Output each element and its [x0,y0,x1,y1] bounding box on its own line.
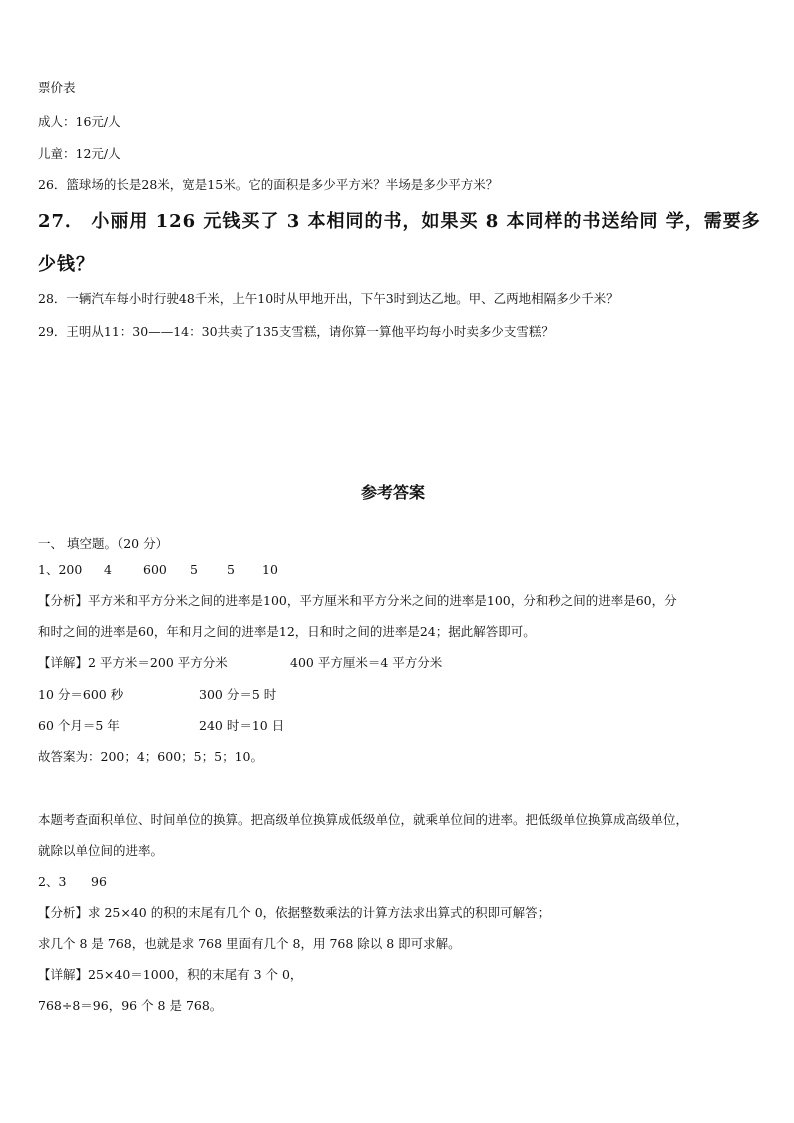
answer-1-analysis-line1: 【分析】平方米和平方分米之间的进率是100，平方厘米和平方分米之间的进率是100，分和秒之间的进率是60，分 [38,593,677,608]
answer-1-values [38,561,278,579]
child-price: 儿童：12元/人 [38,146,121,161]
answer-1-detail-3b: 240 时＝10 日 [199,718,285,733]
answer-1-detail-2a: 10 分＝600 秒 [38,687,124,702]
answer-1-detail-1a: 【详解】2 平方米＝200 平方分米 [38,655,228,670]
question-28: 28．一辆汽车每小时行驶48千米，上午10时从甲地开出，下午3时到达乙地。甲、乙两地相隔多少千米？ [38,291,619,306]
answer-1-value: 4 [104,562,112,577]
question-27-line1: 27． 小丽用 126 元钱买了 3 本相同的书，如果买 8 本同样的书送给同 学，需要多 [38,211,761,232]
answer-2-detail-line1: 【详解】25×40＝1000，积的末尾有 3 个 0， [38,967,303,982]
answer-1-detail-1b: 400 平方厘米＝4 平方分米 [290,655,443,670]
answer-2-analysis-line1: 【分析】求 25×40 的积的末尾有几个 0，依据整数乘法的计算方法求出算式的积即可解答； [38,905,551,920]
answer-1-value: 5 [190,562,198,577]
question-29: 29．王明从11：30——14：30共卖了135支雪糕，请你算一算他平均每小时卖多少支雪糕？ [38,324,554,339]
question-26: 26．篮球场的长是28米，宽是15米。它的面积是多少平方米？半场是多少平方米？ [38,177,499,192]
answer-2-values [38,873,107,891]
answer-1-analysis-line2: 和时之间的进率是60，年和月之间的进率是12，日和时之间的进率是24；据此解答即可。 [38,624,536,639]
answer-1-detail-2b: 300 分＝5 时 [199,687,277,702]
answer-1-value: 600 [143,562,167,577]
answer-1-value: 5 [227,562,235,577]
answer-1-detail-3a: 60 个月＝5 年 [38,718,120,733]
answer-2-detail-line2: 768÷8＝96，96 个 8 是 768。 [38,998,223,1013]
answers-title: 参考答案 [361,483,426,502]
answer-2-analysis-line2: 求几个 8 是 768，也就是求 768 里面有几个 8，用 768 除以 8 即可求解。 [38,936,461,951]
answer-2-value: 2、3 [38,874,67,889]
adult-price: 成人：16元/人 [38,114,121,129]
answer-2-value: 96 [91,874,107,889]
answer-1-final: 故答案为：200；4；600；5；5；10。 [38,749,263,764]
answer-1-value: 1、200 [38,562,83,577]
answer-1-summary-line1: 本题考查面积单位、时间单位的换算。把高级单位换算成低级单位，就乘单位间的进率。把低级单位换算成高级单位， [38,812,689,827]
section-1-heading: 一、 填空题。（20 分） [38,536,169,551]
question-27-line2: 少钱？ [38,254,95,275]
ticket-table-title: 票价表 [38,80,76,95]
answer-1-value: 10 [262,562,278,577]
answer-1-summary-line2: 就除以单位间的进率。 [38,843,164,858]
